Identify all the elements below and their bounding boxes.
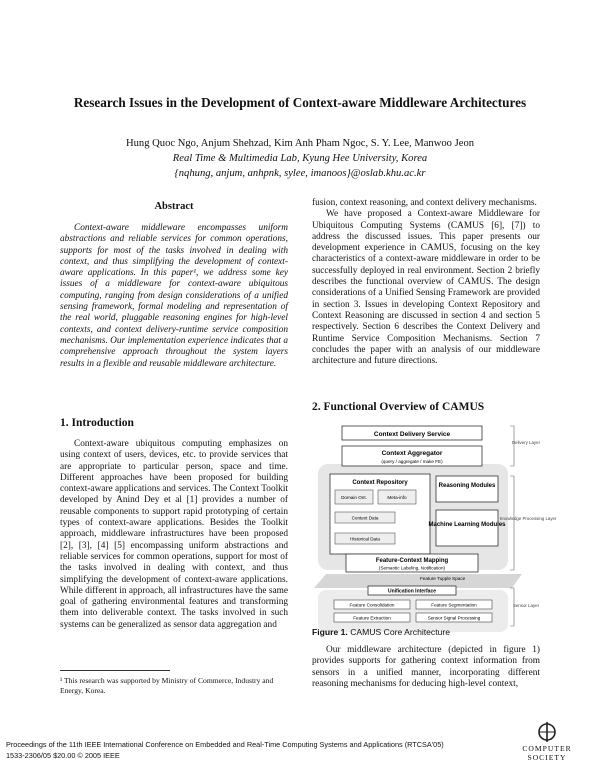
right-continuation: fusion, context reasoning, and context delivery mechanisms.	[312, 198, 537, 208]
footnote: ¹ This research was supported by Ministry of Commerce, Industry and Energy, Korea.	[60, 676, 274, 695]
sensor-layer-label: Sensor Layer	[512, 603, 540, 608]
author-names: Hung Quoc Ngo, Anjum Shehzad, Kim Anh Pham Ngoc, S. Y. Lee, Manwoo Jeon	[125, 138, 475, 149]
introduction-heading: 1. Introduction	[60, 417, 134, 429]
section2-heading: 2. Functional Overview of CAMUS	[312, 401, 485, 413]
reasoning-modules-label: Reasoning Modules	[438, 483, 496, 489]
introduction-text: Context-aware ubiquitous computing emphasizes on using context of users, devices, etc. to provide services that are appropriate to particular person, space and time. Different approaches have been proposed for building context-aware applications and services. The Context Toolkit developed by Anind Dey et al [1] provides a number of reusable components to support rapid prototyping of certain types of context-aware applications. Besides the Toolkit approach, middleware infrastructures have been proposed [2], [3], [4] [5] encompassing uniform abstractions and reliable services for common operations, support for most of the tasks involved in dealing with context, and thus simplifying the development of context-aware applications. While different in approach, all infrastructures have the same goal of gathering environmental features and transforming them into deliverable context. The tasks involved in such systems can be generalized as sensor data aggregation and	[60, 439, 288, 630]
knowledge-layer-label: Knowledge Processing Layer	[499, 516, 557, 521]
machine-learning-label: Machine Learning Modules	[428, 522, 506, 528]
figure-caption-text: CAMUS Core Architecture	[350, 627, 451, 637]
logo-text	[508, 744, 586, 762]
context-delivery-label: Context Delivery Service	[373, 431, 451, 438]
machine-learning-box	[436, 510, 498, 546]
author-block	[0, 136, 600, 181]
abstract-text: Context-aware middleware encompasses uniform abstractions and reliable services for common operations, supports for most of the tasks involved in dealing with context, and thus simplifying the development of context-aware applications. In this paper¹, we address some key issues of a middleware for context-aware ubiquitous computing, ranging from design considerations of a unified sensing framework, formal modeling and representation of the real world, pluggable reasoning engines for high-level contexts, and context delivery-runtime service composition mechanisms. Our implementation experience indicates that a comprehensive approach throughout the system layers results in a flexible and reusable middleware architecture.	[60, 223, 288, 369]
abstract-heading: Abstract	[154, 201, 194, 212]
logo-text-computer: COMPUTER	[522, 744, 572, 753]
logo-text-society: SOCIETY	[527, 753, 567, 762]
author-emails: {nqhung, anjum, anhpnk, sylee, imanoos}@oslab.khu.ac.kr	[174, 168, 426, 179]
figure-caption	[312, 627, 450, 637]
sensor-layer-band	[318, 590, 508, 632]
feature-consolidation-label: Feature Consolidation	[349, 602, 395, 608]
delivery-layer-bracket	[510, 426, 514, 466]
footer-issn: 1533-2306/05 $20.00 © 2005 IEEE	[6, 750, 120, 760]
meta-info-label: Meta-info	[387, 495, 407, 500]
footnote-divider	[60, 670, 170, 671]
right-column-text	[312, 198, 540, 367]
paper-title: Research Issues in the Development of Context-aware Middleware Architectures	[73, 95, 527, 110]
context-repository-label: Context Repository	[352, 480, 408, 486]
right-bottom-text: Our middleware architecture (depicted in figure 1) provides supports for gathering context information from sensors in a unified manner, incorporating different reasoning mechanisms for deducing high-level context,	[312, 645, 540, 689]
fcm-label: Feature-Context Mapping	[375, 558, 449, 564]
right-paragraph-2: We have proposed a Context-aware Middleware for Ubiquitous Computing Systems (CAMUS [6], [7]) to address the discussed issues. This paper presents our development experience in CAMUS, focusing on the key characteristics of a context-aware middleware in order to be successfully deployed in real environment. Section 2 briefly describes the functional overview of CAMUS. The design considerations of a Unified Sensing Framework are provided in section 3. Issues in developing Context Repository and Context Reasoning are discussed in section 4 and section 5 respectively. Section 6 describes the Context Delivery and Runtime Service Composition Mechanisms. Section 7 concludes the paper with an analysis of our middleware architecture and future directions.	[312, 209, 540, 367]
figure-caption-label: Figure 1.	[312, 627, 348, 637]
context-aggregator-sub: (query / aggregate / make FE)	[381, 459, 443, 464]
page-footer	[6, 740, 444, 761]
unification-interface-label: Unification Interface	[387, 588, 437, 595]
delivery-layer-label: Delivery Layer	[511, 440, 541, 445]
feature-segmentation-label: Feature Segmentation	[431, 602, 477, 608]
feature-extraction-label: Feature Extraction	[353, 615, 391, 621]
footer-proceedings: Proceedings of the 11th IEEE International Conference on Embedded and Real-Time Computing Systems and Applications (RTCSA'05)	[6, 740, 444, 749]
context-data-label: Context Data	[351, 515, 379, 521]
context-aggregator-label: Context Aggregator	[381, 450, 443, 457]
sensor-signal-processing-label: Sensor Signal Processing	[427, 615, 481, 621]
knowledge-layer-bracket	[510, 476, 514, 570]
domain-ont-label: Domain Ont.	[341, 495, 367, 500]
feature-tuple-space-label: Feature Tupple Space	[420, 576, 466, 581]
reasoning-modules-box	[436, 476, 498, 502]
camus-architecture-diagram	[312, 420, 557, 632]
fcm-sub: (Semantic Labeling, Notification)	[378, 565, 446, 571]
historical-data-label: Historical Data	[350, 536, 380, 542]
affiliation: Real Time & Multimedia Lab, Kyung Hee University, Korea	[172, 153, 428, 164]
